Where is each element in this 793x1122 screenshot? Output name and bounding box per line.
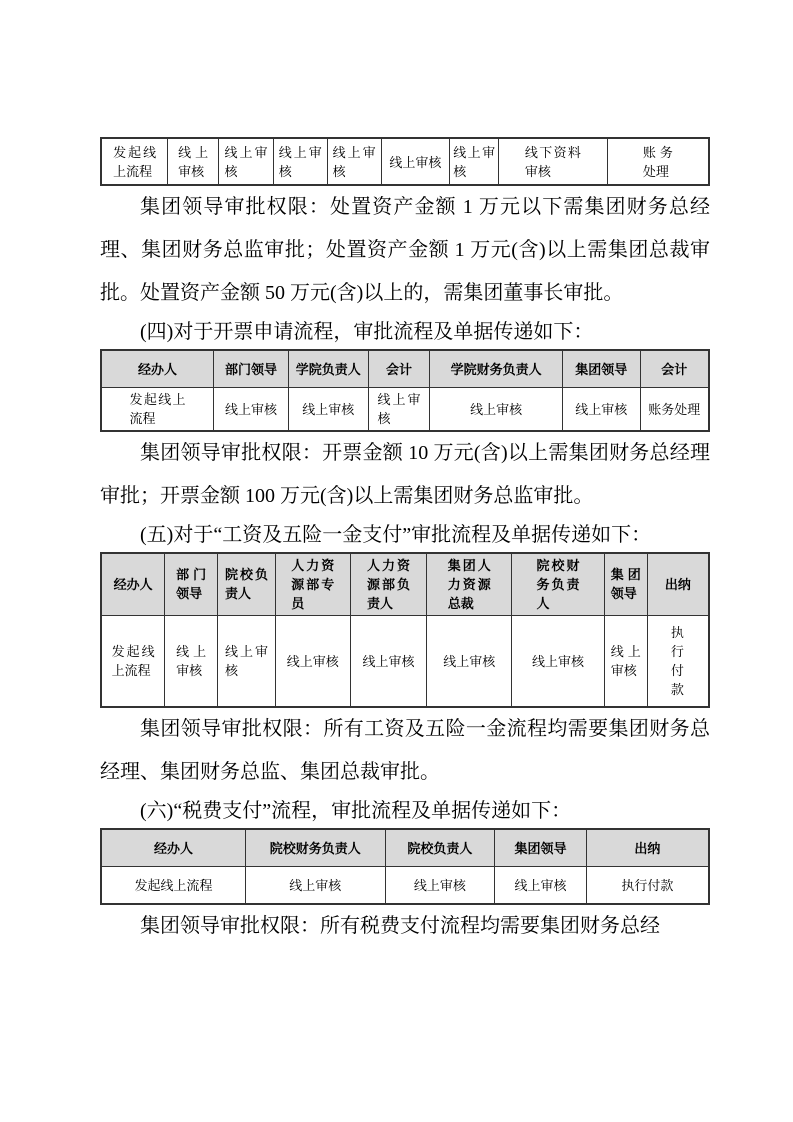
cell-text: 集团人力资源总裁: [447, 557, 491, 611]
paragraph-salary-authority: 集团领导审批权限：所有工资及五险一金流程均需要集团财务总经理、集团财务总监、集团总裁审批。: [100, 718, 710, 783]
table-cell: [275, 615, 350, 707]
cell-text: 集团领导: [514, 840, 567, 856]
header-cell: [562, 350, 640, 387]
cell-text: 发起线上流程: [113, 144, 157, 179]
table-cell: [604, 615, 647, 707]
table-cell: [586, 866, 709, 904]
cell-text: 学院财务负责人: [450, 361, 542, 377]
cell-text: 院校财务负责人: [536, 557, 580, 611]
cell-text: 线下资料审核: [524, 144, 581, 179]
asset-disposal-approval-table-continuation: [100, 137, 710, 186]
table-cell: [647, 615, 709, 707]
cell-text: 出纳: [664, 577, 691, 593]
table-cell: [165, 615, 218, 707]
table-cell: [101, 387, 214, 431]
cell-text: 线上审核: [178, 144, 209, 179]
table-cell: [101, 138, 168, 185]
table-cell: [430, 387, 563, 431]
header-cell: [430, 350, 563, 387]
cell-text: 会计: [385, 361, 412, 377]
cell-text: 发起线上流程: [134, 878, 213, 893]
cell-text: 线上审核: [531, 654, 584, 669]
table-cell: [273, 138, 327, 185]
table-cell: [168, 138, 219, 185]
cell-text: 发起线上流程: [111, 643, 155, 678]
cell-text: 人力资源部负责人: [367, 557, 411, 611]
table-header-row: [101, 553, 709, 616]
cell-text: 集团领导: [610, 567, 641, 601]
invoice-request-approval-table: [100, 349, 710, 432]
section-heading-4: (四)对于开票申请流程，审批流程及单据传递如下：: [140, 321, 594, 343]
cell-text: 集团领导: [575, 361, 628, 377]
cell-text: 发起线上流程: [129, 391, 186, 426]
cell-text: 部门领导: [224, 361, 277, 377]
table-cell: [495, 866, 587, 904]
cell-text: 院校负责人: [407, 840, 473, 856]
header-cell: [101, 553, 165, 616]
table-cell: [368, 387, 430, 431]
table-cell: [512, 615, 605, 707]
section-heading-5: (五)对于“工资及五险一金支付”审批流程及单据传递如下：: [140, 523, 652, 546]
cell-text: 经办人: [138, 361, 178, 377]
cell-text: 线上审核: [278, 144, 322, 179]
cell-text: 线上审核: [377, 391, 421, 426]
paragraph-invoice-authority: 集团领导审批权限：开票金额 10 万元(含)以上需集团财务总经理审批；开票金额 100 万元(含)以上需集团财务总监审批。: [100, 441, 710, 507]
cell-text: 学院负责人: [295, 361, 361, 377]
table-cell: [214, 387, 289, 431]
table-cell: [381, 138, 450, 185]
table-header-row: [101, 829, 709, 866]
cell-text: 人力资源部专员: [291, 557, 335, 611]
cell-text: 线上审核: [286, 654, 339, 669]
table-cell: [427, 615, 512, 707]
header-cell: [350, 553, 427, 616]
table-cell: [640, 387, 709, 431]
cell-text: 线上审核: [362, 654, 415, 669]
table-cell: [218, 615, 276, 707]
table-cell: [219, 138, 274, 185]
header-cell: [647, 553, 709, 616]
cell-text: 院校财务负责人: [269, 840, 361, 856]
cell-text: 经办人: [113, 577, 153, 593]
header-cell: [368, 350, 430, 387]
cell-text: 线上审核: [224, 401, 277, 417]
header-cell: [246, 829, 386, 866]
cell-text: 线上审核: [176, 643, 207, 678]
paragraph-asset-disposal-authority: 集团领导审批权限：处置资产金额 1 万元以下需集团财务总经理、集团财务总监审批；处置资产金额 1 万元(含)以上需集团总裁审批。处置资产金额 50 万元(含)以上的，需集团董事长审批。: [100, 196, 710, 304]
cell-text: 线上审核: [413, 878, 466, 893]
cell-text: 线上审核: [575, 401, 628, 417]
cell-text: 部门领导: [176, 567, 207, 601]
cell-text: 线上审核: [225, 643, 268, 678]
table-row: [101, 866, 709, 904]
cell-text: 执行付款: [670, 624, 684, 697]
header-cell: [427, 553, 512, 616]
table-row: [101, 387, 709, 431]
table-cell: [101, 615, 165, 707]
header-cell: [385, 829, 495, 866]
cell-text: 执行付款: [621, 878, 674, 893]
cell-text: 线上审核: [610, 643, 641, 678]
table-row: [101, 615, 709, 707]
cell-text: 线上审核: [443, 654, 496, 669]
cell-text: 线上审核: [453, 144, 496, 179]
cell-text: 线上审核: [302, 401, 355, 417]
cell-text: 经办人: [154, 840, 194, 856]
table-cell: [385, 866, 495, 904]
cell-text: 线上审核: [389, 154, 442, 170]
cell-text: 出纳: [634, 840, 661, 856]
header-cell: [512, 553, 605, 616]
header-cell: [218, 553, 276, 616]
header-cell: [101, 350, 214, 387]
header-cell: [495, 829, 587, 866]
header-cell: [275, 553, 350, 616]
table-cell: [450, 138, 499, 185]
table-cell: [562, 387, 640, 431]
paragraph-tax-authority: 集团领导审批权限：所有税费支付流程均需要集团财务总经: [140, 915, 660, 937]
cell-text: 院校负责人: [225, 567, 268, 601]
cell-text: 线上审核: [514, 878, 567, 893]
header-cell: [640, 350, 709, 387]
table-cell: [101, 866, 246, 904]
table-cell: [246, 866, 386, 904]
header-cell: [288, 350, 368, 387]
table-row: [101, 138, 709, 185]
header-cell: [604, 553, 647, 616]
table-cell: [607, 138, 709, 185]
cell-text: 账务处理: [642, 144, 673, 179]
tax-payment-approval-table: [100, 828, 710, 905]
header-cell: [214, 350, 289, 387]
table-cell: [499, 138, 608, 185]
cell-text: 线上审核: [332, 144, 376, 179]
table-cell: [288, 387, 368, 431]
table-cell: [327, 138, 381, 185]
header-cell: [586, 829, 709, 866]
salary-insurance-approval-table: [100, 552, 710, 709]
cell-text: 会计: [661, 361, 688, 377]
header-cell: [165, 553, 218, 616]
cell-text: 账务处理: [648, 401, 701, 417]
section-heading-6: (六)“税费支付”流程，审批流程及单据传递如下：: [140, 800, 572, 822]
table-header-row: [101, 350, 709, 387]
cell-text: 线上审核: [289, 878, 342, 893]
header-cell: [101, 829, 246, 866]
cell-text: 线上审核: [470, 401, 523, 417]
table-cell: [350, 615, 427, 707]
cell-text: 线上审核: [224, 144, 268, 179]
